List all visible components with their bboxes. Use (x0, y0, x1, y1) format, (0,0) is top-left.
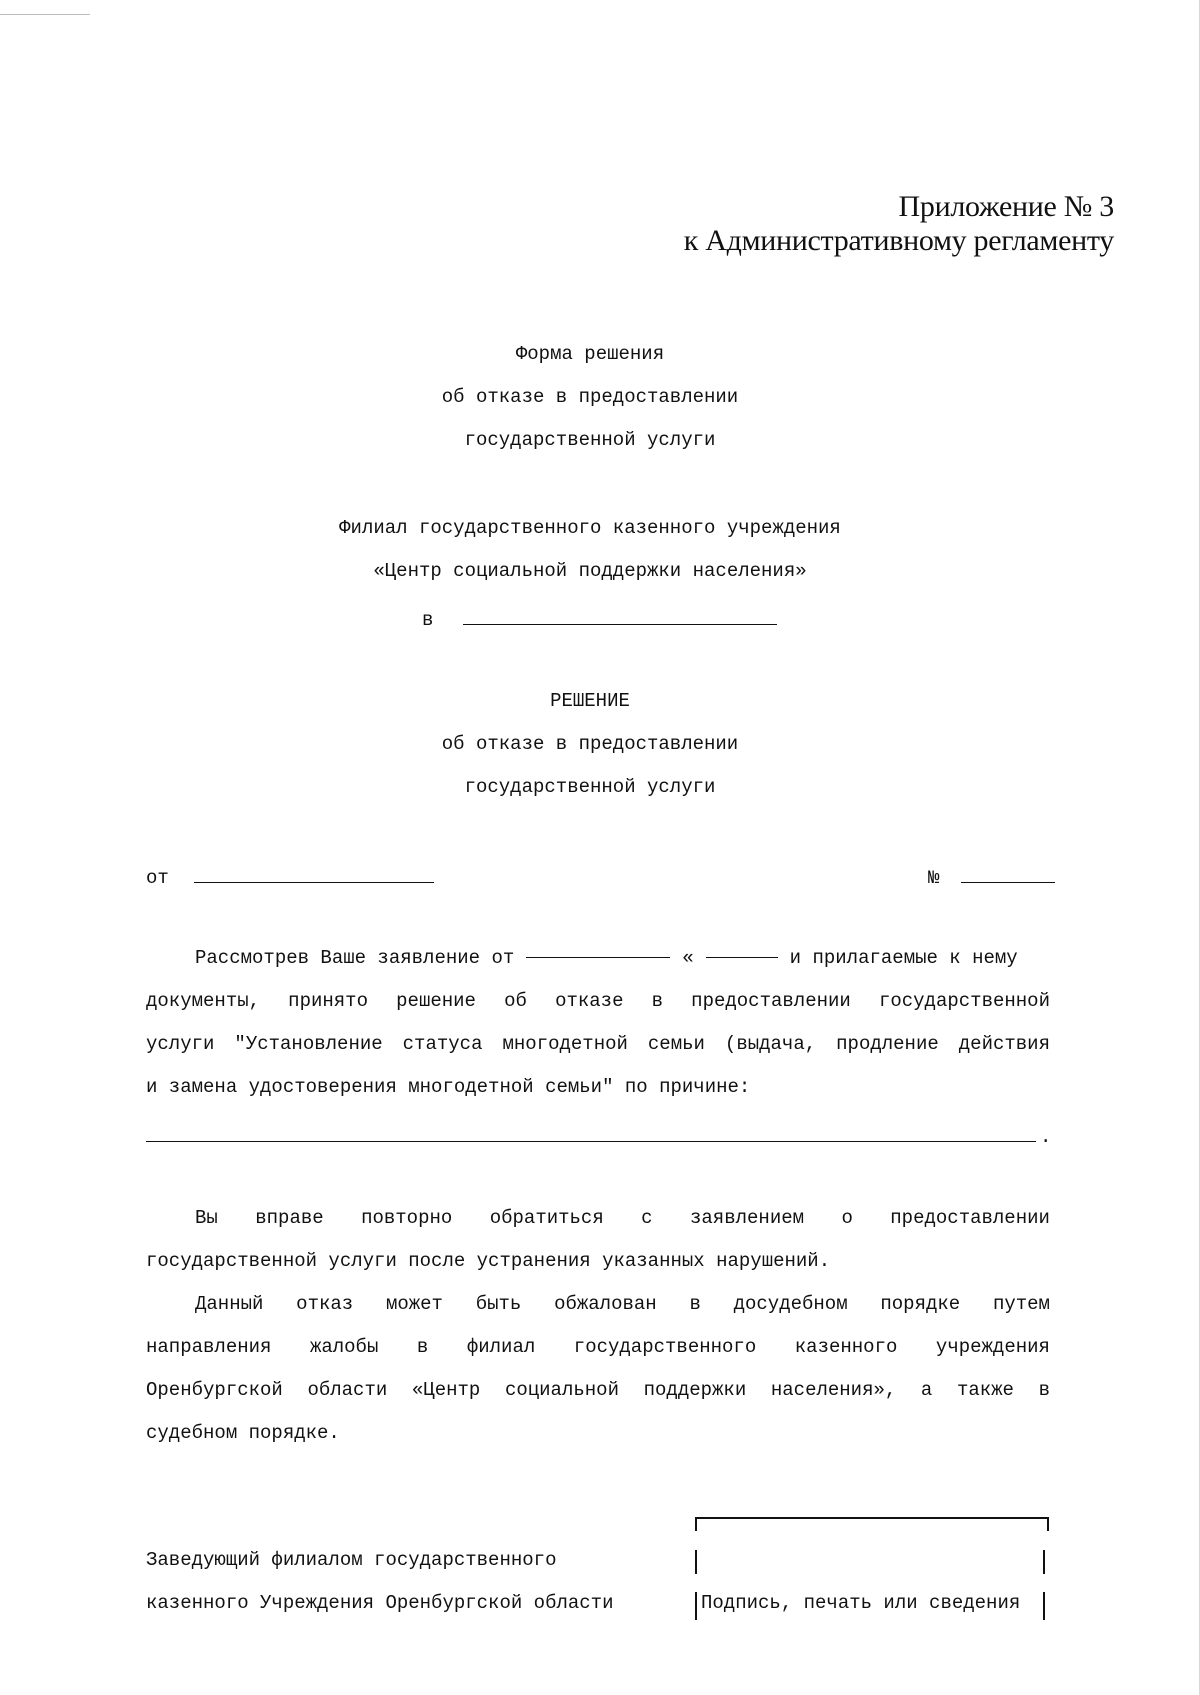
para3-word: может (385, 1293, 443, 1315)
para2-word: Вы (195, 1207, 218, 1229)
para3-word: в (1038, 1379, 1050, 1401)
para3-word: также (956, 1379, 1014, 1401)
para3-word: населения», (770, 1379, 897, 1401)
para3-word: области (307, 1379, 388, 1401)
para2-line2 (146, 1240, 1050, 1283)
signature-box-right-bar (1043, 1550, 1045, 1574)
para3-word: Оренбургской (146, 1379, 283, 1401)
decision-line2: об отказе в предоставлении (441, 733, 739, 755)
para1-word: документы, (146, 990, 261, 1012)
paragraph-application (146, 937, 1050, 1109)
para3-word: порядке (880, 1293, 961, 1315)
para1-word: отказе (555, 990, 624, 1012)
signature-box-right-bar (1043, 1592, 1045, 1620)
para1-quote: « (682, 947, 694, 969)
para3-word: поддержки (643, 1379, 747, 1401)
para2-word: вправе (255, 1207, 324, 1229)
form-title-line3: государственной услуги (464, 429, 716, 451)
para3-text-l4: судебном порядке. (146, 1422, 340, 1444)
para1-word: принято (288, 990, 368, 1012)
para2-text-l2: государственной услуги после устранения указанных нарушений. (146, 1250, 831, 1272)
application-date-blank (526, 937, 670, 958)
para3-word: жалобы (309, 1336, 379, 1358)
para3-word: учреждения (935, 1336, 1050, 1358)
para1-word: семьи (647, 1033, 705, 1055)
para1-word: продление (836, 1033, 939, 1055)
decision-line3: государственной услуги (464, 776, 716, 798)
para2-word: повторно (361, 1207, 453, 1229)
signatory-line2: казенного Учреждения Оренбургской области (146, 1592, 614, 1614)
para3-word: путем (992, 1293, 1050, 1315)
org-in-prefix: в (422, 609, 434, 631)
para1-word: решение (396, 990, 476, 1012)
para1-text-l4: и замена удостоверения многодетной семьи" по причине: (146, 1076, 751, 1098)
para1-word: многодетной (502, 1033, 628, 1055)
scan-corner-mark (0, 14, 90, 15)
para2-word: предоставлении (890, 1207, 1050, 1229)
para2-line1 (146, 1197, 1050, 1240)
para2-word: с (641, 1207, 653, 1229)
para3-word: быть (475, 1293, 522, 1315)
signature-box-left-bar (695, 1550, 697, 1574)
date-from-label: от (146, 867, 169, 889)
para3-word: казенного (794, 1336, 898, 1358)
para1-text-c: и прилагаемые к нему (789, 947, 1018, 969)
para1-line4 (146, 1066, 1050, 1109)
signature-box-top (695, 1517, 1049, 1531)
date-row (146, 862, 434, 889)
number-row (928, 862, 1055, 889)
number-label: № (928, 867, 940, 889)
para1-text-a: Рассмотрев Ваше заявление от (195, 947, 515, 969)
para1-line1 (146, 937, 1050, 980)
org-line1: Филиал государственного казенного учреждения (339, 517, 841, 539)
para3-word: в (689, 1293, 701, 1315)
para3-word: «Центр (411, 1379, 481, 1401)
org-in-row (422, 604, 777, 631)
para3-line3 (146, 1369, 1050, 1412)
application-number-blank (706, 937, 778, 958)
para3-word: государственного (573, 1336, 757, 1358)
para2-word: заявлением (690, 1207, 805, 1229)
paragraph-appeal (146, 1283, 1050, 1455)
appendix-number: Приложение № 3 (898, 190, 1114, 223)
para3-line1 (146, 1283, 1050, 1326)
org-line2: «Центр социальной поддержки населения» (373, 560, 807, 582)
para1-word: (выдача, (724, 1033, 817, 1055)
para1-word: услуги (146, 1033, 215, 1055)
para3-word: направления (146, 1336, 272, 1358)
decision-heading: РЕШЕНИЕ (550, 690, 630, 712)
para3-word: социальной (504, 1379, 619, 1401)
para1-word: предоставлении (691, 990, 851, 1012)
para1-word: действия (958, 1033, 1050, 1055)
para3-word: отказ (296, 1293, 354, 1315)
para1-word: государственной (878, 990, 1050, 1012)
para3-line2 (146, 1326, 1050, 1369)
para1-word: "Установление (234, 1033, 383, 1055)
reason-end-period: . (1040, 1126, 1052, 1148)
branch-location-blank (463, 604, 777, 625)
para3-word: обжалован (554, 1293, 657, 1315)
form-title-line2: об отказе в предоставлении (441, 386, 739, 408)
form-title-line1: Форма решения (515, 343, 665, 365)
para3-word: досудебном (733, 1293, 848, 1315)
para1-line2 (146, 980, 1050, 1023)
para2-word: о (841, 1207, 853, 1229)
para1-word: статуса (402, 1033, 483, 1055)
signature-box-left-bar (695, 1592, 697, 1620)
para3-word: а (920, 1379, 933, 1401)
signatory-line1: Заведующий филиалом государственного (146, 1549, 557, 1571)
appendix-reference: к Административному регламенту (683, 224, 1114, 257)
para1-word: об (504, 990, 527, 1012)
para2-word: обратиться (489, 1207, 604, 1229)
para3-word: филиал (466, 1336, 536, 1358)
appendix-header (684, 190, 1114, 258)
para3-line4 (146, 1412, 1050, 1455)
para1-line3 (146, 1023, 1050, 1066)
para3-word: Данный (195, 1293, 264, 1315)
date-blank (194, 862, 434, 883)
para1-word: в (651, 990, 664, 1012)
reason-blank-line (146, 1141, 1036, 1142)
paragraph-reapply (146, 1197, 1050, 1283)
number-blank (961, 862, 1055, 883)
signature-box-text: Подпись, печать или сведения (701, 1592, 1021, 1614)
para3-word: в (416, 1336, 429, 1358)
